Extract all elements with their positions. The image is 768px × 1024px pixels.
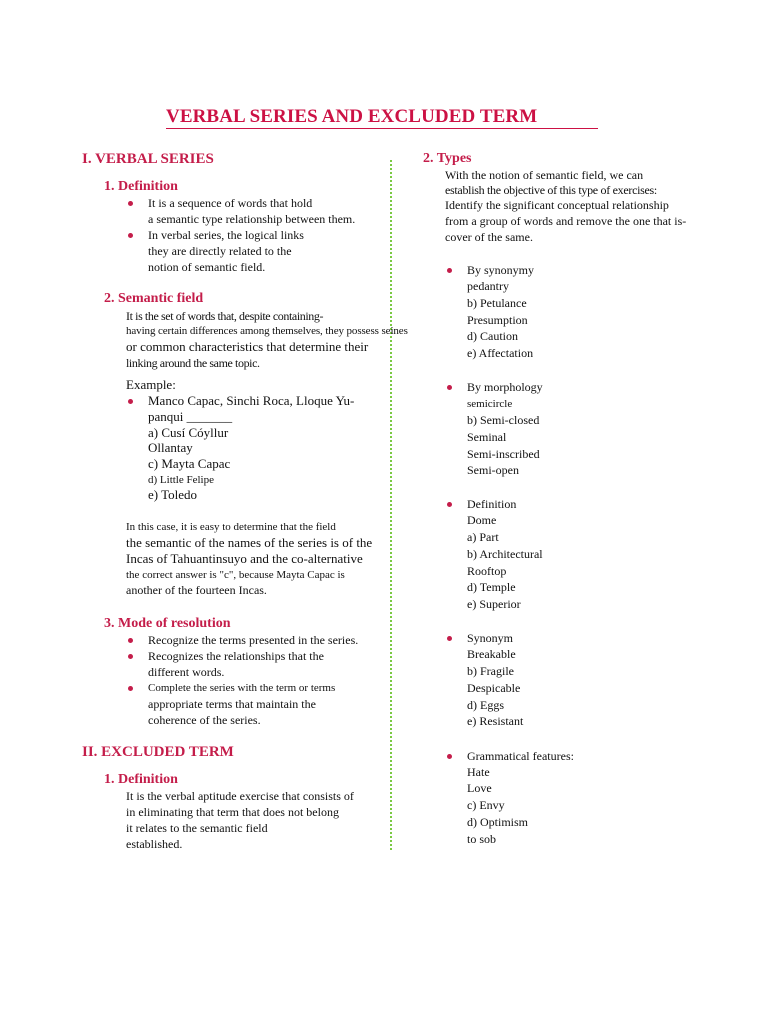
group-item: Seminal — [467, 430, 507, 444]
bullet-icon — [128, 686, 133, 691]
bullet-icon — [128, 654, 133, 659]
example-option: e) Toledo — [148, 487, 198, 502]
definition-line: they are directly related to the — [148, 244, 292, 258]
definition-line: In verbal series, the logical links — [148, 228, 304, 242]
bullet-icon — [447, 754, 452, 759]
section-heading-verbal-series: I. VERBAL SERIES — [82, 151, 214, 167]
example-line: Manco Capac, Sinchi Roca, Lloque Yu- — [148, 393, 355, 408]
group-item: e) Resistant — [467, 714, 524, 728]
bullet-icon — [447, 385, 452, 390]
group-item: pedantry — [467, 279, 509, 293]
group-item: Love — [467, 781, 492, 795]
example-label: Example: — [126, 377, 176, 392]
heading-mode-of-resolution: 3. Mode of resolution — [104, 616, 231, 631]
group-item: e) Affectation — [467, 346, 534, 360]
example-option: a) Cusí Cóyllur — [148, 425, 229, 440]
bullet-icon — [128, 399, 133, 404]
group-item: e) Superior — [467, 597, 521, 611]
group-item: semicircle — [467, 398, 513, 410]
group-item: Breakable — [467, 647, 516, 661]
group-item: Dome — [467, 513, 497, 527]
explanation-line: In this case, it is easy to determine that the field — [126, 521, 336, 533]
semantic-line: linking around the same topic. — [126, 356, 260, 370]
group-head: Definition — [467, 497, 517, 511]
bullet-icon — [128, 201, 133, 206]
explanation-line: the semantic of the names of the series is of the — [126, 535, 373, 550]
column-divider — [390, 160, 392, 850]
group-item: b) Petulance — [467, 296, 527, 310]
group-item: Semi-open — [467, 463, 519, 477]
group-item: Presumption — [467, 313, 528, 327]
example-option: c) Mayta Capac — [148, 456, 231, 471]
bullet-icon — [447, 636, 452, 641]
group-head: By synonymy — [467, 263, 535, 277]
def2-line: it relates to the semantic field — [126, 821, 268, 835]
group-item: b) Architectural — [467, 547, 543, 561]
heading-definition-2: 1. Definition — [104, 772, 178, 787]
mode-line: Complete the series with the term or terms — [148, 682, 336, 694]
heading-types: 2. Types — [423, 151, 472, 166]
group-item: d) Caution — [467, 329, 518, 343]
bullet-icon — [447, 268, 452, 273]
group-item: d) Temple — [467, 580, 516, 594]
group-head: Synonym — [467, 631, 514, 645]
bullet-icon — [447, 502, 452, 507]
group-item: b) Semi-closed — [467, 413, 540, 427]
group-item: Hate — [467, 765, 490, 779]
group-item: d) Eggs — [467, 698, 504, 712]
section-heading-excluded-term: II. EXCLUDED TERM — [82, 744, 234, 760]
types-line: cover of the same. — [445, 230, 533, 244]
group-item: to sob — [467, 832, 497, 846]
def2-line: It is the verbal aptitude exercise that consists of — [126, 789, 354, 803]
group-head: By morphology — [467, 380, 543, 394]
heading-definition: 1. Definition — [104, 179, 178, 194]
explanation-line: another of the fourteen Incas. — [126, 583, 267, 597]
example-option: d) Little Felipe — [148, 474, 214, 486]
page-title: VERBAL SERIES AND EXCLUDED TERM — [166, 106, 598, 129]
def2-line: established. — [126, 837, 183, 851]
bullet-icon — [128, 638, 133, 643]
mode-line: Recognizes the relationships that the — [148, 649, 324, 663]
group-item: a) Part — [467, 530, 499, 544]
types-line: establish the objective of this type of exercises: — [445, 183, 657, 197]
definition-line: a semantic type relationship between them. — [148, 212, 356, 226]
group-item: Semi-inscribed — [467, 447, 540, 461]
types-line: Identify the significant conceptual relationship — [445, 198, 669, 212]
example-option: Ollantay — [148, 440, 193, 455]
group-item: Rooftop — [467, 564, 507, 578]
def2-line: in eliminating that term that does not belong — [126, 805, 339, 819]
types-line: With the notion of semantic field, we can — [445, 168, 644, 182]
group-item: b) Fragile — [467, 664, 514, 678]
mode-line: appropriate terms that maintain the — [148, 697, 316, 711]
semantic-line: or common characteristics that determine their — [126, 339, 369, 354]
example-line: panqui _______ — [148, 409, 233, 424]
explanation-line: the correct answer is "c", because Mayta Capac is — [126, 569, 345, 581]
group-item: Despicable — [467, 681, 521, 695]
bullet-icon — [128, 233, 133, 238]
mode-line: coherence of the series. — [148, 713, 261, 727]
definition-line: It is a sequence of words that hold — [148, 196, 313, 210]
semantic-line: It is the set of words that, despite containing- — [126, 309, 324, 323]
semantic-line: having certain differences among themselves, they possess seines — [126, 325, 408, 337]
group-item: c) Envy — [467, 798, 505, 812]
heading-semantic-field: 2. Semantic field — [104, 291, 204, 306]
mode-line: different words. — [148, 665, 225, 679]
types-line: from a group of words and remove the one that is- — [445, 214, 687, 228]
mode-line: Recognize the terms presented in the series. — [148, 633, 359, 647]
explanation-line: Incas of Tahuantinsuyo and the co-alternative — [126, 551, 363, 566]
definition-line: notion of semantic field. — [148, 260, 266, 274]
group-head: Grammatical features: — [467, 749, 574, 763]
group-item: d) Optimism — [467, 815, 529, 829]
